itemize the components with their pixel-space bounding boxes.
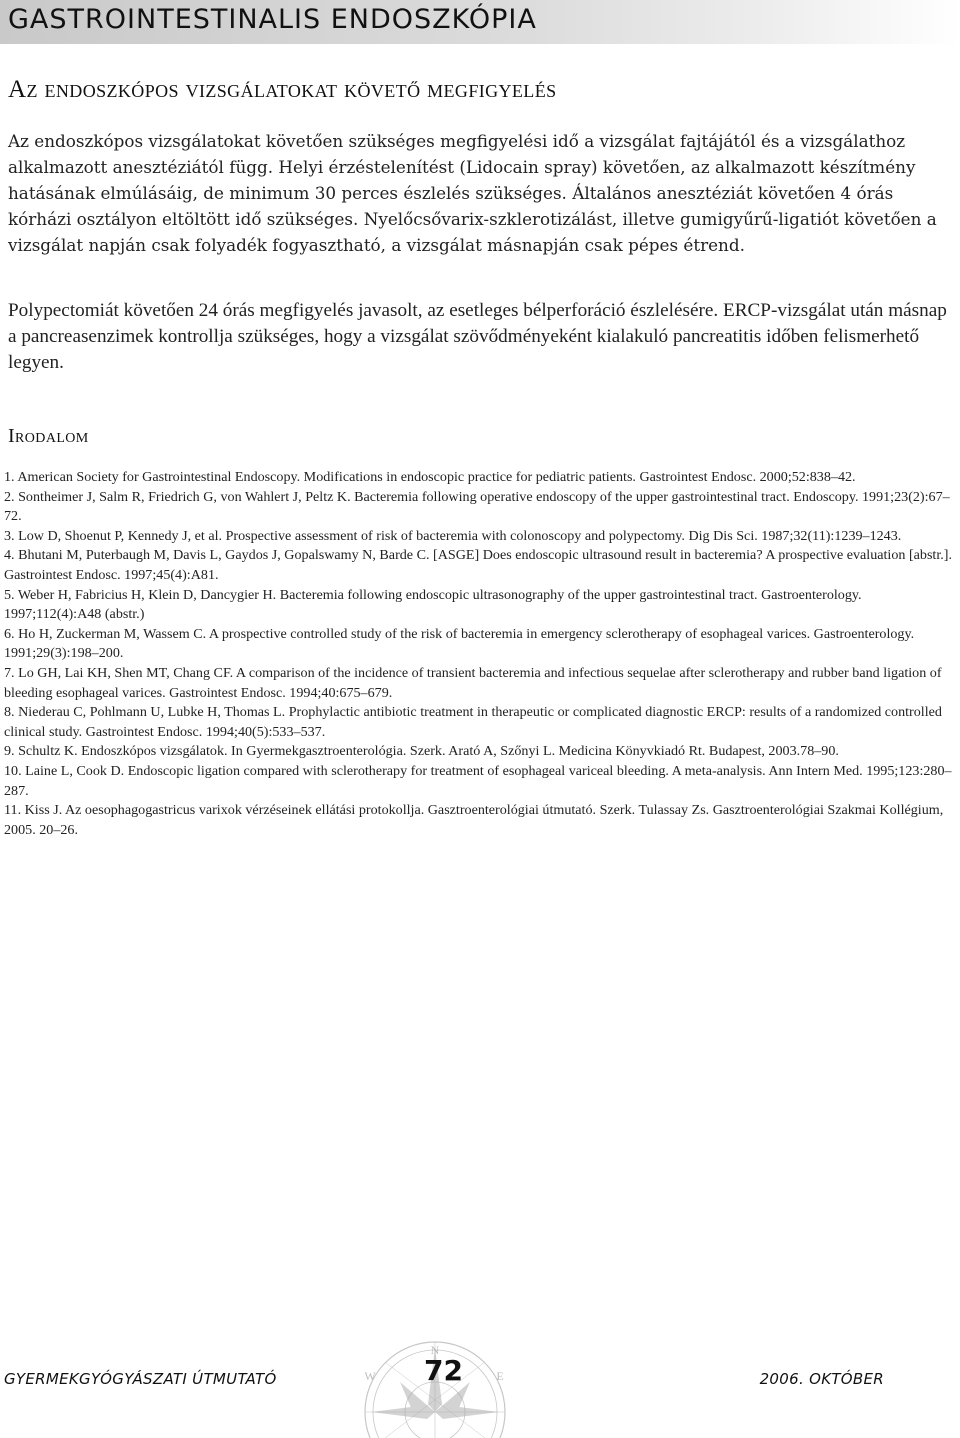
section-heading: Az endoszkópos vizsgálatokat követő megfigyelés xyxy=(8,76,557,103)
page-footer xyxy=(0,1340,960,1438)
references-heading: Irodalom xyxy=(8,425,89,447)
reference-item: 9. Schultz K. Endoszkópos vizsgálatok. In Gyermekgasztroenterológia. Szerk. Arató A, Szőnyi L. Medicina Könyvkiadó Rt. Budapest, 2003.78–90. xyxy=(4,743,839,760)
references-list xyxy=(4,468,954,840)
body-paragraph: Polypectomiát követően 24 órás megfigyelés javasolt, az esetleges bélperforáció észlelésére. ERCP-vizsgálat után másnap a pancreasenzimek kontrollja szükséges, hogy a vizsgálat szövődményeként kialakuló pancreatitis időben felismerhető legyen. xyxy=(8,300,947,373)
reference-item: 3. Low D, Shoenut P, Kennedy J, et al. Prospective assessment of risk of bacteremia with colonoscopy and polypectomy. Dig Dis Sci. 1987;32(11):1239–1243. xyxy=(4,527,902,544)
page-header-title: GASTROINTESTINALIS ENDOSZKÓPIA xyxy=(8,4,537,35)
reference-item: 4. Bhutani M, Puterbaugh M, Davis L, Gaydos J, Gopalswamy N, Barde C. [ASGE] Does endoscopic ultrasound result in bacteremia? A prospective evaluation [abstr.]. Gastrointest Endosc. 1997;45(4):A81. xyxy=(4,547,953,583)
reference-item: 7. Lo GH, Lai KH, Shen MT, Chang CF. A comparison of the incidence of transient bacteremia and infectious sequelae after sclerotherapy and rubber band ligation of bleeding esophageal varices. Gastrointest Endosc. 1994;40:675–679. xyxy=(4,664,942,701)
reference-item: 8. Niederau C, Pohlmann U, Lubke H, Thomas L. Prophylactic antibiotic treatment in therapeutic or complicated diagnostic ERCP: results of a randomized controlled clinical study. Gastrointest Endosc. 1994;40(5):533–537. xyxy=(4,704,942,740)
body-paragraph: Az endoszkópos vizsgálatokat követően szükséges megfigyelési idő a vizsgálat fajtájától és a vizsgálathoz alkalmazott anesztéziától függ. Helyi érzéstelenítést (Lidocain spray) követően, az alkalmazott készítmény hatásának elmúlásáig, de minimum 30 perces észlelés szükséges. Általános anesztéziát követően 4 órás kórházi osztályon eltöltött idő szükséges. Nyelőcsővarix-szklerotizálást, illetve gumigyűrű-ligatiót követően a vizsgálat napján csak folyadék fogyasztható, a vizsgálat másnapján csak pépes étrend. xyxy=(8,131,937,255)
reference-item: 1. American Society for Gastrointestinal Endoscopy. Modifications in endoscopic practice for pediatric patients. Gastrointest Endosc. 2000;52:838–42. xyxy=(4,469,856,485)
reference-item: 11. Kiss J. Az oesophagogastricus varixok vérzéseinek ellátási protokollja. Gasztroenterológiai útmutató. Szerk. Tulassay Zs. Gasztroenterológiai Szakmai Kollégium, 2005. 20–26. xyxy=(4,802,944,838)
compass-letter: E xyxy=(496,1369,504,1383)
page-number: 72 xyxy=(424,1354,463,1387)
reference-item: 5. Weber H, Fabricius H, Klein D, Dancygier H. Bacteremia following endoscopic ultrasonography of the upper gastrointestinal tract. Gastroenterology. 1997;112(4):A48 (abstr.) xyxy=(4,586,862,623)
reference-item: 2. Sontheimer J, Salm R, Friedrich G, von Wahlert J, Peltz K. Bacteremia following operative endoscopy of the upper gastrointestinal tract. Endoscopy. 1991;23(2):67–72. xyxy=(4,488,950,525)
reference-item: 10. Laine L, Cook D. Endoscopic ligation compared with sclerotherapy for treatment of esophageal variceal bleeding. A meta-analysis. Ann Intern Med. 1995;123:280–287. xyxy=(4,762,952,799)
compass-letter: W xyxy=(364,1369,376,1383)
compass-letter: N xyxy=(430,1343,440,1357)
footer-date: 2006. OKTÓBER xyxy=(759,1370,884,1388)
footer-publication: GYERMEKGYÓGYÁSZATI ÚTMUTATÓ xyxy=(4,1370,277,1388)
reference-item: 6. Ho H, Zuckerman M, Wassem C. A prospective controlled study of the risk of bacteremia in emergency sclerotherapy of esophageal varices. Gastroenterology. 1991;29(3):198–200. xyxy=(4,625,915,662)
